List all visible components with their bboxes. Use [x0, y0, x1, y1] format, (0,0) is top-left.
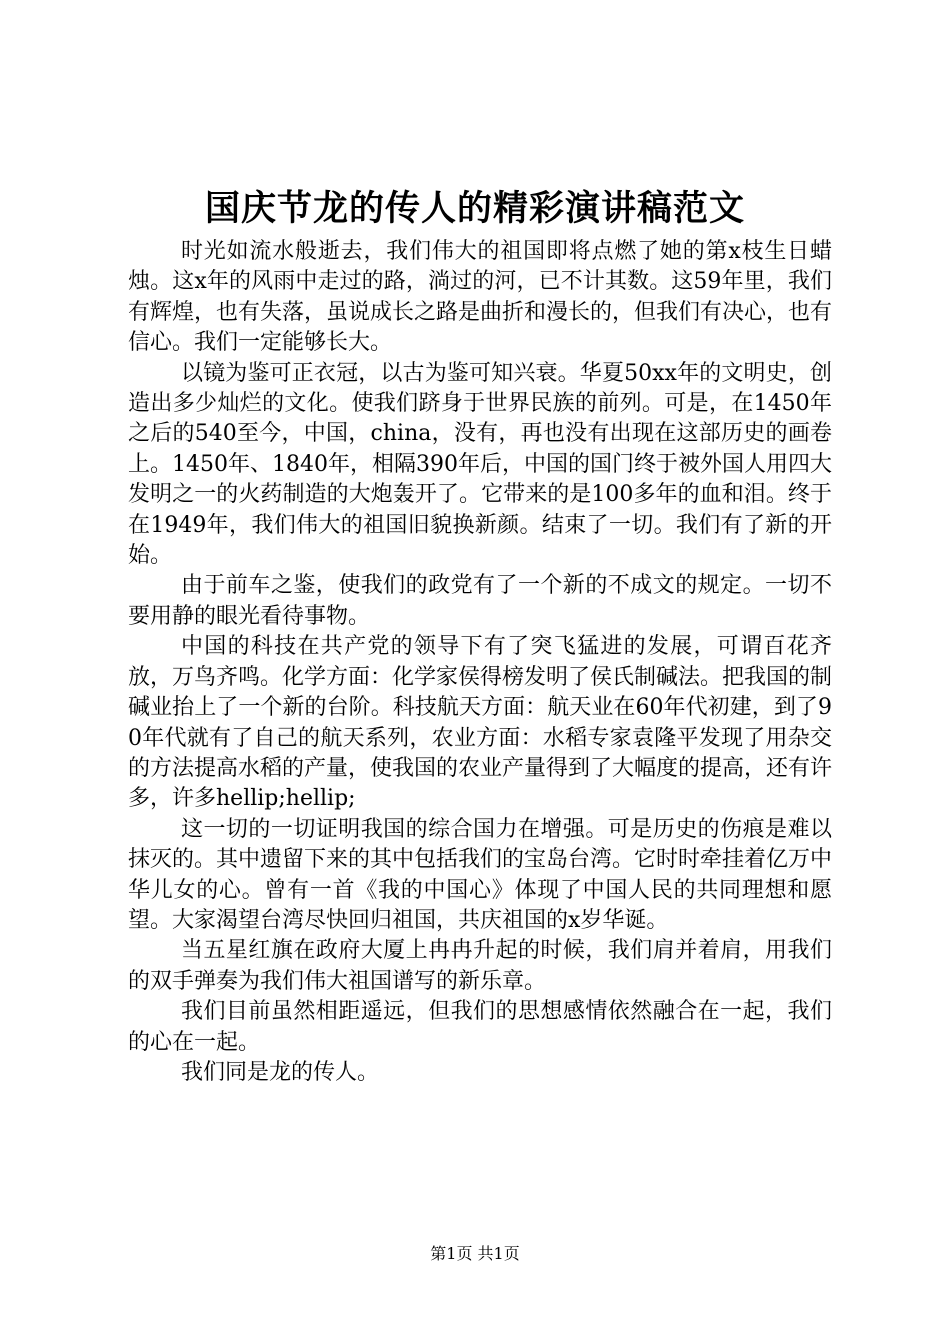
- paragraph: 由于前车之鉴，使我们的政党有了一个新的不成文的规定。一切不要用静的眼光看待事物。: [128, 573, 832, 629]
- page-footer: 第1页 共1页: [430, 1244, 520, 1263]
- paragraph: 当五星红旗在政府大厦上冉冉升起的时候，我们肩并着肩，用我们的双手弹奏为我们伟大祖国谱写的新乐章。: [128, 938, 832, 994]
- paragraph: 这一切的一切证明我国的综合国力在增强。可是历史的伤痕是难以抹灭的。其中遗留下来的其中包括我们的宝岛台湾。它时时牵挂着亿万中华儿女的心。曾有一首《我的中国心》体现了中国人民的共同理想和愿望。大家渴望台湾尽快回归祖国，共庆祖国的x岁华诞。: [128, 816, 833, 933]
- document-title: 国庆节龙的传人的精彩演讲稿范文: [204, 188, 745, 229]
- paragraph: 时光如流水般逝去，我们伟大的祖国即将点燃了她的第x枝生日蜡烛。这x年的风雨中走过的路，淌过的河，已不计其数。这59年里，我们有辉煌，也有失落，虽说成长之路是曲折和漫长的，但我们有决心，也有信心。我们一定能够长大。: [128, 239, 833, 356]
- paragraph: 我们目前虽然相距遥远，但我们的思想感情依然融合在一起，我们的心在一起。: [128, 999, 832, 1055]
- document-body: [128, 237, 832, 1088]
- paragraph: 以镜为鉴可正衣冠，以古为鉴可知兴衰。华夏50xx年的文明史，创造出多少灿烂的文化。使我们跻身于世界民族的前列。可是，在1450年之后的540至今，中国，china，没有，再也没有出现在这部历史的画卷上。1450年、1840年，相隔390年后，中国的国门终于被外国人用四大发明之一的火药制造的大炮轰开了。它带来的是100多年的血和泪。终于在1949年，我们伟大的祖国旧貌换新颜。结束了一切。我们有了新的开始。: [128, 360, 832, 569]
- paragraph: 中国的科技在共产党的领导下有了突飞猛进的发展，可谓百花齐放，万鸟齐鸣。化学方面：化学家侯得榜发明了侯氏制碱法。把我国的制碱业抬上了一个新的台阶。科技航天方面：航天业在60年代初建，到了90年代就有了自己的航天系列，农业方面：水稻专家袁隆平发现了用杂交的方法提高水稻的产量，使我国的农业产量得到了大幅度的提高，还有许多，许多hellip;hellip;: [128, 634, 833, 812]
- paragraph: 我们同是龙的传人。: [181, 1059, 380, 1085]
